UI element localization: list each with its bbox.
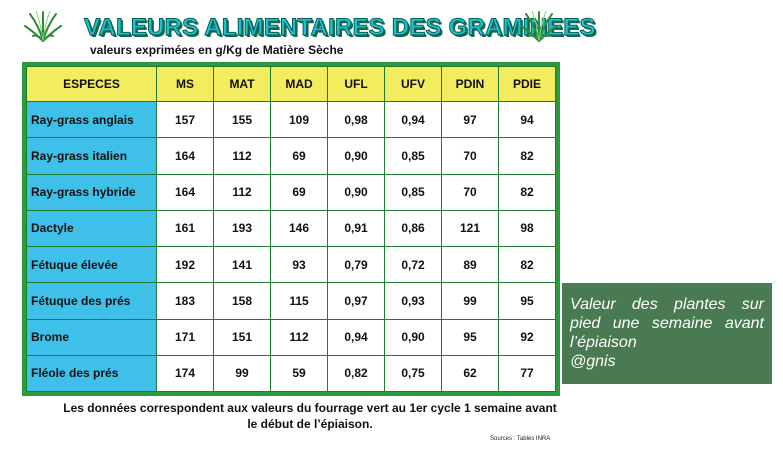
value-cell: 112 xyxy=(214,174,271,210)
value-cell: 0,79 xyxy=(328,247,385,283)
value-cell: 0,75 xyxy=(385,355,442,391)
value-cell: 95 xyxy=(499,283,556,319)
page-subtitle: valeurs exprimées en g/Kg de Matière Sèche xyxy=(90,43,344,57)
value-cell: 97 xyxy=(442,102,499,138)
table-header-row xyxy=(27,67,556,102)
species-cell: Dactyle xyxy=(27,210,157,246)
footnote-line: Les données correspondent aux valeurs du fourrage vert au 1er cycle 1 semaine avant xyxy=(63,401,557,415)
grass-tuft-icon xyxy=(520,8,558,42)
value-cell: 70 xyxy=(442,174,499,210)
value-cell: 0,93 xyxy=(385,283,442,319)
value-cell: 164 xyxy=(157,174,214,210)
value-cell: 174 xyxy=(157,355,214,391)
footnote-line: le début de l’épiaison. xyxy=(247,417,373,431)
value-cell: 0,85 xyxy=(385,138,442,174)
table-row xyxy=(27,247,556,283)
value-cell: 0,72 xyxy=(385,247,442,283)
table-row xyxy=(27,174,556,210)
value-cell: 115 xyxy=(271,283,328,319)
value-cell: 99 xyxy=(442,283,499,319)
value-cell: 0,86 xyxy=(385,210,442,246)
value-cell: 93 xyxy=(271,247,328,283)
table-row xyxy=(27,210,556,246)
column-header: PDIE xyxy=(499,67,556,102)
value-cell: 0,82 xyxy=(328,355,385,391)
value-cell: 94 xyxy=(499,102,556,138)
species-cell: Ray-grass hybride xyxy=(27,174,157,210)
table-row xyxy=(27,355,556,391)
value-cell: 171 xyxy=(157,319,214,355)
value-cell: 82 xyxy=(499,174,556,210)
table-row xyxy=(27,138,556,174)
value-cell: 0,90 xyxy=(328,138,385,174)
value-cell: 69 xyxy=(271,138,328,174)
source-credit: Sources : Tables INRA xyxy=(490,436,551,442)
value-cell: 121 xyxy=(442,210,499,246)
value-cell: 158 xyxy=(214,283,271,319)
species-cell: Ray-grass italien xyxy=(27,138,157,174)
value-cell: 77 xyxy=(499,355,556,391)
value-cell: 0,90 xyxy=(385,319,442,355)
footnote xyxy=(30,400,590,432)
value-cell: 0,98 xyxy=(328,102,385,138)
value-cell: 112 xyxy=(271,319,328,355)
species-cell: Fétuque des prés xyxy=(27,283,157,319)
value-cell: 0,97 xyxy=(328,283,385,319)
value-cell: 193 xyxy=(214,210,271,246)
column-header: ESPECES xyxy=(27,67,157,102)
column-header: MAD xyxy=(271,67,328,102)
column-header: PDIN xyxy=(442,67,499,102)
caption-line: pied une semaine avant xyxy=(570,315,764,332)
value-cell: 82 xyxy=(499,138,556,174)
table-row xyxy=(27,283,556,319)
value-cell: 183 xyxy=(157,283,214,319)
value-cell: 112 xyxy=(214,138,271,174)
species-cell: Ray-grass anglais xyxy=(27,102,157,138)
column-header: MAT xyxy=(214,67,271,102)
value-cell: 59 xyxy=(271,355,328,391)
value-cell: 92 xyxy=(499,319,556,355)
column-header: UFL xyxy=(328,67,385,102)
species-cell: Fétuque élevée xyxy=(27,247,157,283)
value-cell: 164 xyxy=(157,138,214,174)
value-cell: 70 xyxy=(442,138,499,174)
value-cell: 151 xyxy=(214,319,271,355)
value-cell: 109 xyxy=(271,102,328,138)
value-cell: 0,91 xyxy=(328,210,385,246)
value-cell: 192 xyxy=(157,247,214,283)
value-cell: 141 xyxy=(214,247,271,283)
caption-line: l’épiaison xyxy=(570,334,637,351)
grass-tuft-icon xyxy=(24,8,62,42)
value-cell: 62 xyxy=(442,355,499,391)
value-cell: 95 xyxy=(442,319,499,355)
species-cell: Fléole des prés xyxy=(27,355,157,391)
value-cell: 161 xyxy=(157,210,214,246)
species-cell: Brome xyxy=(27,319,157,355)
value-cell: 0,94 xyxy=(328,319,385,355)
value-cell: 0,94 xyxy=(385,102,442,138)
column-header: UFV xyxy=(385,67,442,102)
table-row xyxy=(27,102,556,138)
value-cell: 0,85 xyxy=(385,174,442,210)
value-cell: 69 xyxy=(271,174,328,210)
value-cell: 146 xyxy=(271,210,328,246)
value-cell: 157 xyxy=(157,102,214,138)
column-header: MS xyxy=(157,67,214,102)
value-cell: 99 xyxy=(214,355,271,391)
caption-line: Valeur des plantes sur xyxy=(570,296,764,313)
value-cell: 89 xyxy=(442,247,499,283)
page-title: VALEURS ALIMENTAIRES DES GRAMINEES xyxy=(84,14,596,41)
caption-credit: @gnis xyxy=(570,353,616,370)
caption-box xyxy=(562,283,772,384)
values-table xyxy=(26,66,556,392)
table-row xyxy=(27,319,556,355)
value-cell: 82 xyxy=(499,247,556,283)
value-cell: 0,90 xyxy=(328,174,385,210)
value-cell: 155 xyxy=(214,102,271,138)
value-cell: 98 xyxy=(499,210,556,246)
values-table-frame xyxy=(22,62,560,396)
